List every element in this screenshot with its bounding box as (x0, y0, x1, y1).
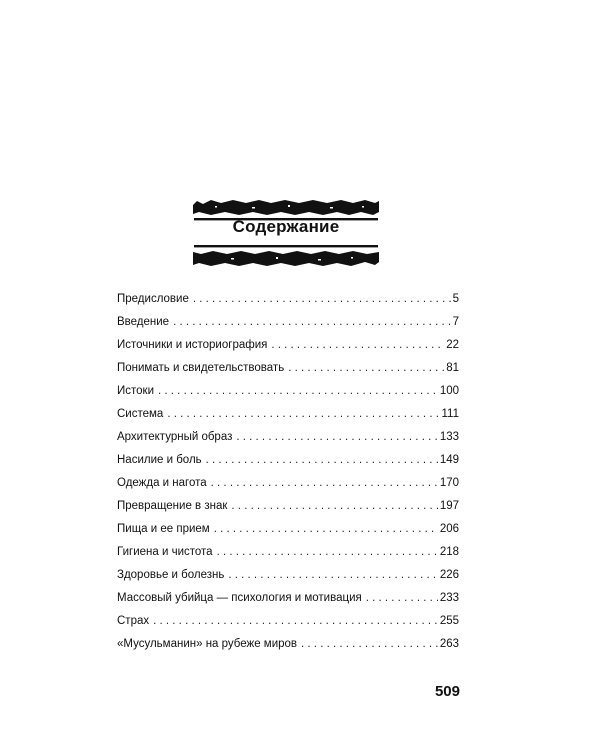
toc-entry[interactable] (117, 472, 459, 495)
toc-entry-title: Источники и историография (117, 339, 268, 351)
dot-leader (217, 541, 438, 564)
toc-entry[interactable] (117, 564, 459, 587)
toc-entry[interactable] (117, 357, 459, 380)
table-of-contents (117, 288, 459, 656)
toc-entry[interactable] (117, 334, 459, 357)
page-number: 509 (434, 683, 460, 700)
toc-entry-page: 111 (441, 408, 459, 420)
toc-entry-title: Введение (117, 316, 170, 328)
toc-entry-page: 197 (439, 500, 459, 512)
toc-entry-title: Пища и ее прием (117, 523, 210, 535)
toc-entry[interactable] (117, 403, 459, 426)
toc-entry-title: «Мусульманин» на рубеже миров (117, 638, 298, 650)
toc-entry[interactable] (117, 587, 459, 610)
toc-entry-title: Насилие и боль (117, 454, 202, 466)
toc-entry[interactable] (117, 541, 459, 564)
toc-entry-title: Предисловие (117, 293, 189, 305)
toc-entry[interactable] (117, 311, 459, 334)
page-title: Содержание (232, 217, 340, 236)
toc-entry-page: 206 (439, 523, 459, 535)
toc-entry[interactable] (117, 380, 459, 403)
toc-entry-title: Страх (117, 615, 150, 627)
toc-entry-page: 100 (439, 385, 459, 397)
dot-leader (214, 518, 438, 541)
contents-heading-block (191, 195, 381, 271)
toc-entry-page: 7 (452, 316, 459, 328)
dot-leader (158, 380, 438, 403)
dot-leader (288, 357, 444, 380)
toc-entry-title: Массовый убийца — психология и мотивация (117, 592, 362, 604)
toc-entry-page: 255 (439, 615, 459, 627)
toc-entry[interactable] (117, 633, 459, 656)
toc-entry-page: 81 (446, 362, 459, 374)
toc-entry[interactable] (117, 495, 459, 518)
dot-leader (301, 633, 438, 656)
toc-entry-page: 263 (439, 638, 459, 650)
toc-entry-page: 5 (452, 293, 459, 305)
dot-leader (236, 426, 437, 449)
toc-entry[interactable] (117, 610, 459, 633)
toc-entry-title: Понимать и свидетельствовать (117, 362, 285, 374)
toc-entry-title: Одежда и нагота (117, 477, 207, 489)
dot-leader (231, 495, 437, 518)
toc-entry-page: 22 (446, 339, 459, 351)
toc-entry[interactable] (117, 518, 459, 541)
toc-entry[interactable] (117, 426, 459, 449)
toc-entry-page: 218 (439, 546, 459, 558)
toc-entry-title: Гигиена и чистота (117, 546, 213, 558)
dot-leader (366, 587, 438, 610)
toc-entry[interactable] (117, 449, 459, 472)
bottom-rule (194, 245, 378, 247)
toc-entry-page: 233 (439, 592, 459, 604)
toc-entry-title: Истоки (117, 385, 155, 397)
toc-entry-title: Превращение в знак (117, 500, 228, 512)
top-brush-band (193, 200, 379, 215)
dot-leader (173, 311, 451, 334)
dot-leader (271, 334, 444, 357)
dot-leader (153, 610, 438, 633)
toc-entry-title: Система (117, 408, 164, 420)
toc-entry[interactable] (117, 288, 459, 311)
dot-leader (206, 449, 438, 472)
toc-entry-page: 133 (439, 431, 459, 443)
toc-entry-page: 170 (439, 477, 459, 489)
dot-leader (211, 472, 438, 495)
toc-entry-page: 149 (439, 454, 459, 466)
dot-leader (228, 564, 437, 587)
toc-entry-page: 226 (439, 569, 459, 581)
dot-leader (167, 403, 439, 426)
toc-entry-title: Здоровье и болезнь (117, 569, 225, 581)
toc-entry-title: Архитектурный образ (117, 431, 233, 443)
dot-leader (193, 288, 451, 311)
